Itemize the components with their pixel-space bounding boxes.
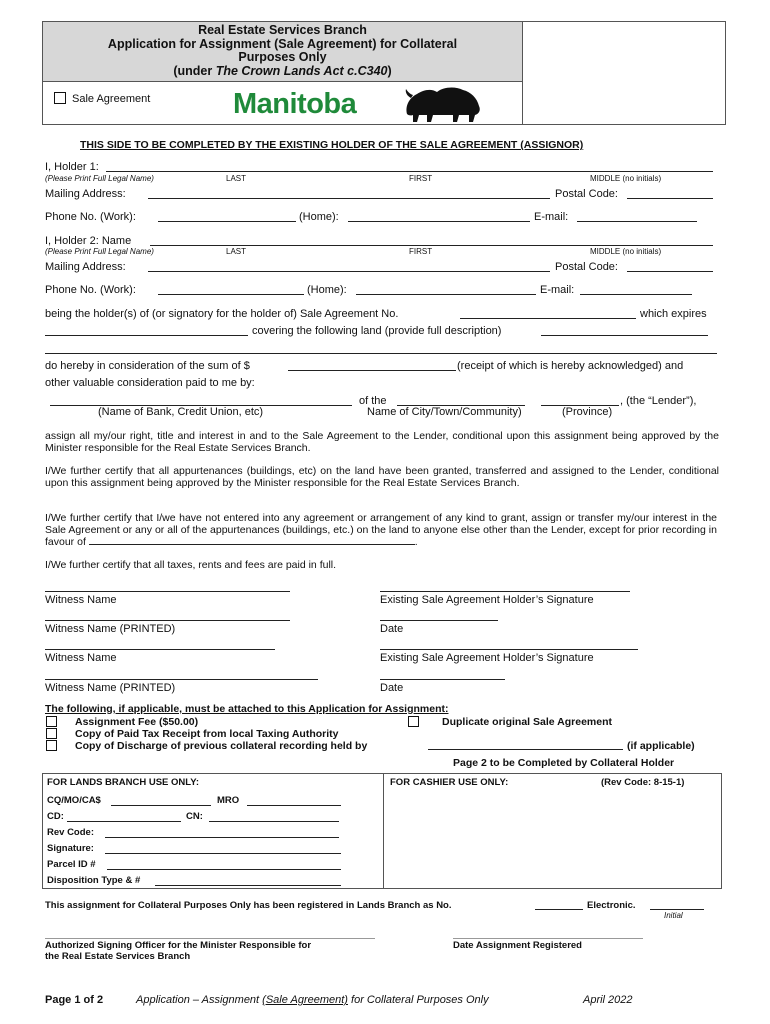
holder1-postal-field[interactable] bbox=[627, 198, 713, 199]
cq-field[interactable] bbox=[111, 805, 211, 806]
rev-code-note: (Rev Code: 8-15-1) bbox=[601, 777, 685, 788]
office-signature-label: Signature: bbox=[47, 843, 94, 854]
officer-signature-line[interactable] bbox=[45, 938, 375, 939]
disposition-label: Disposition Type & # bbox=[47, 875, 141, 886]
electronic-label: Electronic. bbox=[587, 900, 636, 911]
parcel-label: Parcel ID # bbox=[47, 859, 96, 870]
witness2-printed-line[interactable] bbox=[45, 679, 318, 680]
cd-field[interactable] bbox=[67, 821, 181, 822]
disposition-field[interactable] bbox=[155, 885, 341, 886]
bank-caption: (Name of Bank, Credit Union, etc) bbox=[98, 406, 264, 418]
date2-line[interactable] bbox=[380, 679, 505, 680]
holder2-first-caption: FIRST bbox=[409, 247, 433, 256]
holder1-phone-work-label: Phone No. (Work): bbox=[45, 211, 136, 223]
expiry-date-field[interactable] bbox=[45, 335, 248, 336]
parcel-field[interactable] bbox=[107, 869, 341, 870]
cn-field[interactable] bbox=[209, 821, 339, 822]
witness2-printed-label: Witness Name (PRINTED) bbox=[45, 682, 176, 694]
holder2-phone-home-label: (Home): bbox=[307, 284, 347, 296]
act-name: The Crown Lands Act c.C340 bbox=[215, 63, 388, 78]
witness1-printed-line[interactable] bbox=[45, 620, 290, 621]
footer-title-underlined: (Sale Agreement) bbox=[262, 994, 348, 1006]
holder2-postal-field[interactable] bbox=[627, 271, 713, 272]
holder1-signature-label: Existing Sale Agreement Holder’s Signature bbox=[380, 594, 594, 606]
holder2-email-field[interactable] bbox=[580, 294, 692, 295]
cd-label: CD: bbox=[47, 811, 64, 822]
electronic-initial-field[interactable] bbox=[650, 909, 704, 910]
holder1-signature-line[interactable] bbox=[380, 591, 630, 592]
form-title-line-3 bbox=[43, 65, 522, 79]
lender-label: , (the “Lender”), bbox=[620, 395, 697, 407]
witness1-name-label: Witness Name bbox=[45, 594, 117, 606]
page2-note: Page 2 to be Completed by Collateral Holder bbox=[453, 757, 675, 769]
initial-caption: Initial bbox=[664, 911, 683, 920]
city-caption: Name of City/Town/Community) bbox=[367, 406, 522, 418]
land-description-label: covering the following land (provide full description) bbox=[252, 325, 502, 337]
holder2-name-field[interactable] bbox=[150, 245, 713, 246]
witness1-name-line[interactable] bbox=[45, 591, 290, 592]
not-entered-paragraph: I/We further certify that I/we have not entered into any agreement or arrangement of any kind to grant, assign or transfer my/our interest in the Sale Agreement or any or all of the appurtenances (buildings, etc.) on the land to anyone else other than the Lender, except for prior recording in favour of . bbox=[45, 512, 717, 548]
land-description-field-2[interactable] bbox=[45, 353, 717, 354]
witness2-name-line[interactable] bbox=[45, 649, 275, 650]
holder1-mailing-label: Mailing Address: bbox=[45, 188, 126, 200]
sale-agreement-no-field[interactable] bbox=[460, 318, 636, 319]
witness1-printed-label: Witness Name (PRINTED) bbox=[45, 623, 176, 635]
fee-checkbox[interactable] bbox=[46, 716, 57, 727]
holder2-mailing-label: Mailing Address: bbox=[45, 261, 126, 273]
holder1-mailing-field[interactable] bbox=[148, 198, 550, 199]
receipt-label: (receipt of which is hereby acknowledged) and bbox=[457, 360, 684, 372]
footer-title-pre: Application – Assignment bbox=[136, 994, 263, 1006]
holder2-mailing-field[interactable] bbox=[148, 271, 550, 272]
form-title-line-1: Application for Assignment (Sale Agreement) for Collateral bbox=[107, 36, 458, 51]
consideration-label: do hereby in consideration of the sum of $ bbox=[45, 360, 250, 372]
holder2-last-caption: LAST bbox=[226, 247, 247, 256]
assign-paragraph: assign all my/our right, title and interest in and to the Sale Agreement to the Lender, conditional upon this assignment being approved by the Minister responsible for the Real Estate Services Branch. bbox=[45, 430, 719, 454]
holder1-phone-home-field[interactable] bbox=[348, 221, 530, 222]
office-signature-field[interactable] bbox=[105, 853, 341, 854]
holder1-phone-home-label: (Home): bbox=[299, 211, 339, 223]
discharge-holder-field[interactable] bbox=[428, 749, 623, 750]
holder2-middle-caption: MIDDLE (no initials) bbox=[590, 247, 662, 256]
witness2-name-label: Witness Name bbox=[45, 652, 117, 664]
holder1-email-field[interactable] bbox=[577, 221, 697, 222]
header-box bbox=[42, 21, 726, 125]
date1-label: Date bbox=[380, 623, 404, 635]
officer-label-2: the Real Estate Services Branch bbox=[45, 951, 191, 962]
mro-label: MRO bbox=[217, 795, 240, 806]
holder1-last-caption: LAST bbox=[226, 174, 247, 183]
holder1-middle-caption: MIDDLE (no initials) bbox=[590, 174, 662, 183]
discharge-label: Copy of Discharge of previous collateral recording held by bbox=[75, 740, 368, 752]
manitoba-logo-text: Manitoba bbox=[233, 88, 357, 120]
lands-branch-heading: FOR LANDS BRANCH USE ONLY: bbox=[47, 777, 200, 788]
discharge-checkbox[interactable] bbox=[46, 740, 57, 751]
footer-date: April 2022 bbox=[583, 994, 633, 1006]
sale-agreement-label: Sale Agreement bbox=[72, 93, 151, 105]
page-number: Page 1 of 2 bbox=[45, 994, 104, 1006]
sale-agreement-no-label: being the holder(s) of (or signatory for the holder of) Sale Agreement No. bbox=[45, 308, 399, 320]
date2-label: Date bbox=[380, 682, 404, 694]
tax-receipt-label: Copy of Paid Tax Receipt from local Taxing Authority bbox=[75, 728, 339, 740]
holder1-name-field[interactable] bbox=[106, 171, 713, 172]
holder2-phone-work-field[interactable] bbox=[158, 294, 304, 295]
registration-no-field[interactable] bbox=[535, 909, 583, 910]
duplicate-label: Duplicate original Sale Agreement bbox=[442, 716, 612, 728]
form-title-line-2: Purposes Only bbox=[238, 50, 327, 64]
branch-title: Real Estate Services Branch bbox=[198, 23, 367, 37]
mro-field[interactable] bbox=[247, 805, 341, 806]
holder1-postal-label: Postal Code: bbox=[555, 188, 618, 200]
rev-code-label: Rev Code: bbox=[47, 827, 94, 838]
land-description-field[interactable] bbox=[541, 335, 708, 336]
holder1-first-caption: FIRST bbox=[409, 174, 433, 183]
officer-label-1: Authorized Signing Officer for the Minister Responsible for bbox=[45, 940, 312, 951]
date1-line[interactable] bbox=[380, 620, 498, 621]
taxes-paragraph: I/We further certify that all taxes, rents and fees are paid in full. bbox=[45, 559, 337, 571]
date-registered-line[interactable] bbox=[453, 938, 643, 939]
act-suffix: ) bbox=[387, 63, 392, 78]
prior-recording-field[interactable] bbox=[89, 536, 415, 545]
fee-label: Assignment Fee ($50.00) bbox=[75, 716, 199, 728]
act-prefix: (under bbox=[173, 63, 216, 78]
duplicate-checkbox[interactable] bbox=[408, 716, 419, 727]
tax-receipt-checkbox[interactable] bbox=[46, 728, 57, 739]
other-consideration-label: other valuable consideration paid to me by: bbox=[45, 377, 255, 389]
holder2-email-label: E-mail: bbox=[540, 284, 575, 296]
office-use-divider bbox=[383, 774, 384, 888]
section-heading: THIS SIDE TO BE COMPLETED BY THE EXISTING HOLDER OF THE SALE AGREEMENT (ASSIGNOR) bbox=[80, 139, 584, 151]
rev-code-field[interactable] bbox=[105, 837, 339, 838]
date-registered-label: Date Assignment Registered bbox=[453, 940, 582, 951]
header-left-lower bbox=[43, 82, 523, 125]
holder1-phone-work-field[interactable] bbox=[158, 221, 296, 222]
of-the-label: of the bbox=[359, 395, 387, 407]
province-caption: (Province) bbox=[562, 406, 613, 418]
footer-title bbox=[136, 994, 489, 1006]
not-entered-text: I/We further certify that I/we have not entered into any agreement or arrangement of any kind to grant, assign or transfer my/our interest in the Sale Agreement or any or all of the appurtenances (buildings, etc.) on the land to anyone else other than the Lender, except for prior recording in favour of bbox=[45, 512, 717, 548]
holder1-email-label: E-mail: bbox=[534, 211, 569, 223]
holder2-postal-label: Postal Code: bbox=[555, 261, 618, 273]
holder2-signature-label: Existing Sale Agreement Holder’s Signature bbox=[380, 652, 594, 664]
cq-label: CQ/MO/CA$ bbox=[47, 795, 101, 806]
footer-title-post: for Collateral Purposes Only bbox=[347, 994, 489, 1006]
holder2-phone-work-label: Phone No. (Work): bbox=[45, 284, 136, 296]
appurtenances-paragraph: I/We further certify that all appurtenances (buildings, etc) on the land have been granted, transferred and assigned to the Lender, conditional upon this assignment being approved by the Minister responsible for the Real Estate Services Branch. bbox=[45, 465, 719, 489]
if-applicable-label: (if applicable) bbox=[627, 740, 695, 752]
attachments-heading: The following, if applicable, must be attached to this Application for Assignment: bbox=[45, 703, 449, 715]
consideration-amount-field[interactable] bbox=[288, 370, 456, 371]
cashier-heading: FOR CASHIER USE ONLY: bbox=[390, 777, 509, 788]
holder2-signature-line[interactable] bbox=[380, 649, 638, 650]
bison-logo-icon bbox=[403, 84, 485, 124]
holder2-label: I, Holder 2: Name bbox=[45, 235, 132, 247]
holder1-label: I, Holder 1: bbox=[45, 161, 99, 173]
form-title-block bbox=[43, 22, 523, 82]
holder2-hint: (Please Print Full Legal Name) bbox=[45, 247, 154, 256]
cn-label: CN: bbox=[186, 811, 203, 822]
expires-label: which expires bbox=[640, 308, 707, 320]
office-use-box bbox=[42, 773, 722, 889]
sale-agreement-checkbox[interactable] bbox=[54, 92, 66, 104]
holder1-hint: (Please Print Full Legal Name) bbox=[45, 174, 154, 183]
registration-statement: This assignment for Collateral Purposes Only has been registered in Lands Branch as No. bbox=[45, 900, 452, 911]
holder2-phone-home-field[interactable] bbox=[356, 294, 536, 295]
